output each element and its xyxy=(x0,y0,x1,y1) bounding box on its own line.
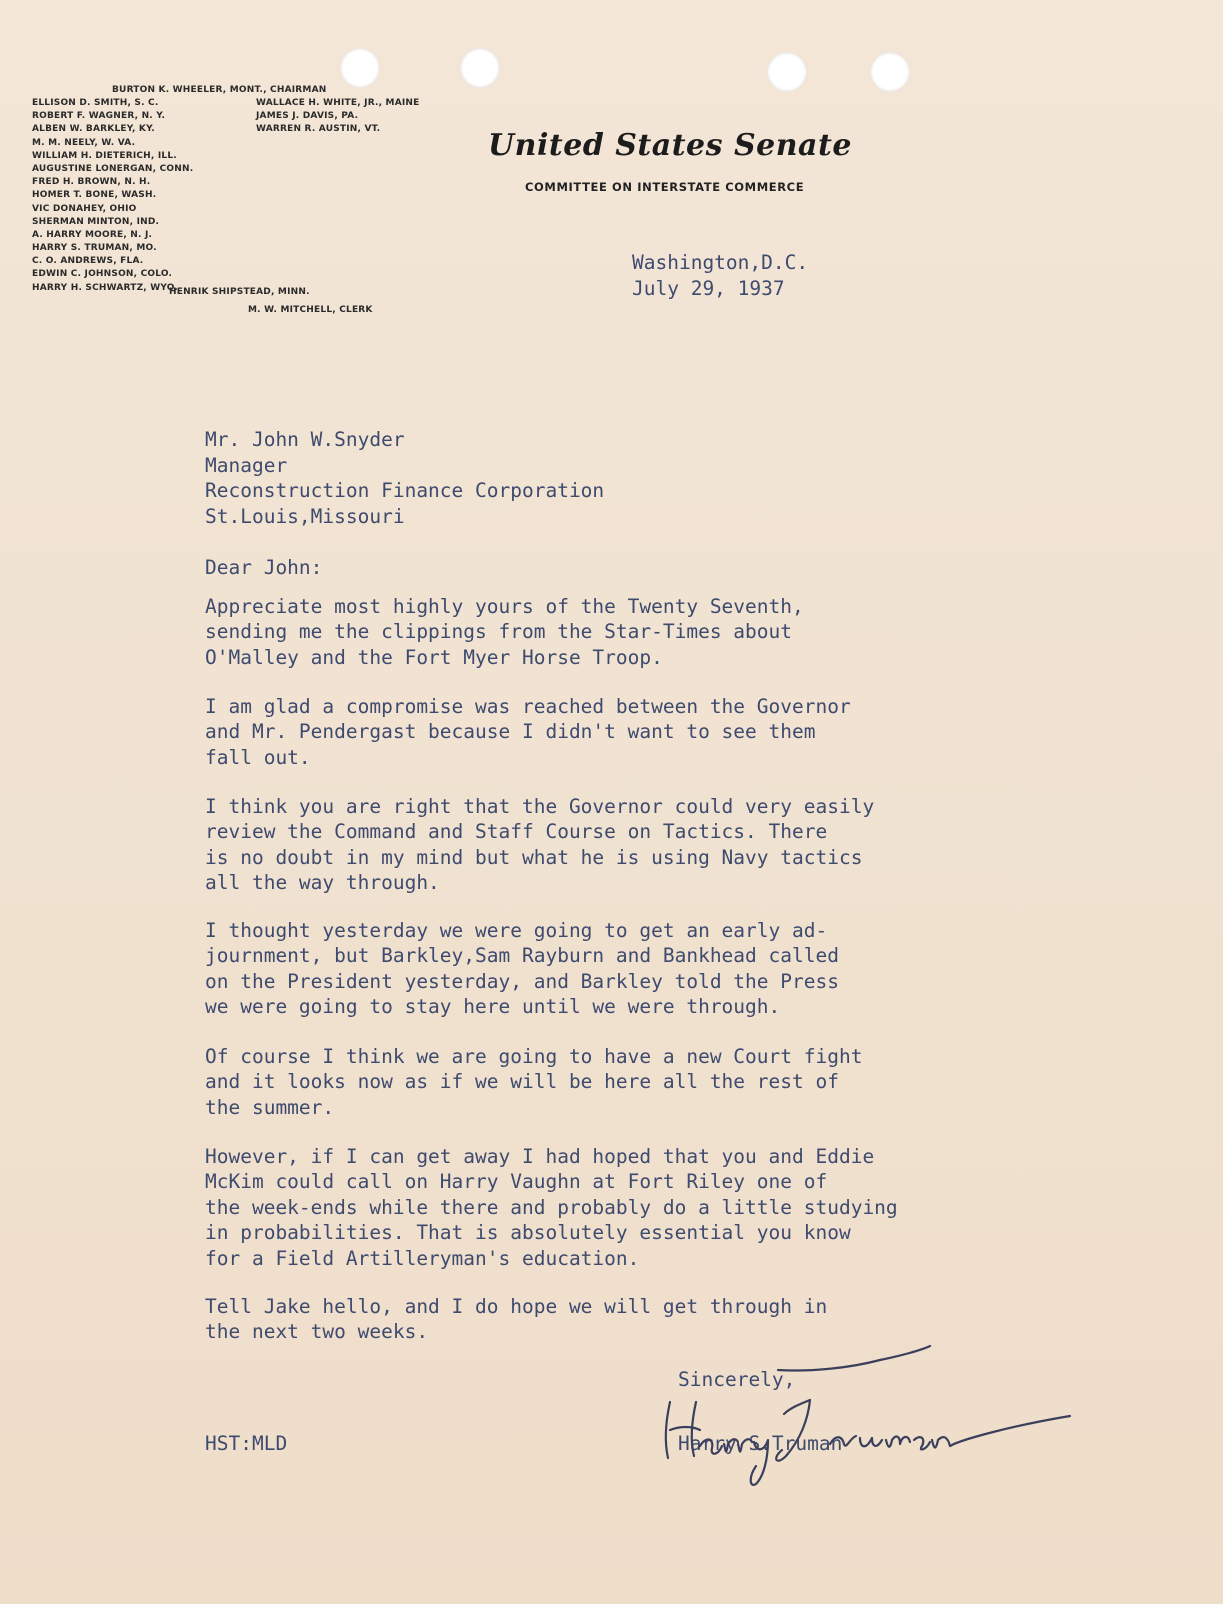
clerk-line: M. W. MITCHELL, CLERK xyxy=(248,305,373,315)
body-paragraph-2 xyxy=(205,694,851,770)
address-line: St.Louis,Missouri xyxy=(205,504,405,528)
paragraph-line: the week-ends while there and probably do a little studying xyxy=(205,1195,898,1219)
body-paragraph-1 xyxy=(205,594,804,670)
paragraph-line: the next two weeks. xyxy=(205,1320,429,1344)
paragraph-line: sending me the clippings from the Star-Times about xyxy=(205,620,792,644)
paragraph-line: all the way through. xyxy=(205,871,440,895)
member-name: JAMES J. DAVIS, PA. xyxy=(256,111,359,122)
address-line: Mr. John W.Snyder xyxy=(205,428,405,451)
member-name: M. M. NEELY, W. VA. xyxy=(32,137,136,148)
typist-initials: HST:MLD xyxy=(205,1432,288,1455)
closing: Sincerely, xyxy=(678,1368,796,1391)
member-name: ELLISON D. SMITH, S. C. xyxy=(32,98,159,108)
punch-hole-2 xyxy=(460,48,500,88)
place-line: Washington,D.C. xyxy=(632,251,809,274)
members-right-column xyxy=(256,97,420,137)
member-name: SHERMAN MINTON, IND. xyxy=(32,216,160,227)
member-name: HARRY S. TRUMAN, MO. xyxy=(32,243,157,254)
paragraph-line: review the Command and Staff Course on Tactics. There xyxy=(205,820,828,844)
paragraph-line: O'Malley and the Fort Myer Horse Troop. xyxy=(205,645,663,669)
paragraph-line: I thought yesterday we were going to get an early ad- xyxy=(205,919,828,942)
body-paragraph-4 xyxy=(205,918,839,1020)
body-paragraph-3 xyxy=(205,794,874,896)
paragraph-line: we were going to stay here until we were through. xyxy=(205,995,781,1019)
member-name: EDWIN C. JOHNSON, COLO. xyxy=(32,269,173,280)
member-name: WARREN R. AUSTIN, VT. xyxy=(256,124,381,135)
paragraph-line: and it looks now as if we will be here all the rest of xyxy=(205,1070,839,1094)
paragraph-line: I think you are right that the Governor could very easily xyxy=(205,795,875,818)
punch-hole-1 xyxy=(340,48,380,88)
member-name-extra: HENRIK SHIPSTEAD, MINN. xyxy=(169,287,310,297)
paragraph-line: the summer. xyxy=(205,1095,335,1119)
body-paragraph-7 xyxy=(205,1294,827,1345)
paragraph-line: in probabilities. That is absolutely essential you know xyxy=(205,1221,851,1245)
paragraph-line: I am glad a compromise was reached between the Governor xyxy=(205,695,851,718)
member-name: HARRY H. SCHWARTZ, WYO. xyxy=(32,282,179,293)
member-name: A. HARRY MOORE, N. J. xyxy=(32,229,153,240)
member-name: VIC DONAHEY, OHIO xyxy=(32,203,137,214)
member-name: WALLACE H. WHITE, JR., MAINE xyxy=(256,98,420,108)
paragraph-line: journment, but Barkley,Sam Rayburn and Bankhead called xyxy=(205,944,839,968)
handwritten-signature xyxy=(660,1340,1100,1490)
member-name: C. O. ANDREWS, FLA. xyxy=(32,256,144,267)
body-paragraph-5 xyxy=(205,1044,862,1120)
paragraph-line: Tell Jake hello, and I do hope we will get through in xyxy=(205,1295,828,1318)
member-name: ROBERT F. WAGNER, N. Y. xyxy=(32,111,166,122)
date-line: July 29, 1937 xyxy=(632,277,785,300)
member-name: FRED H. BROWN, N. H. xyxy=(32,177,151,188)
members-left-column xyxy=(32,97,193,295)
chairman-line: BURTON K. WHEELER, MONT., CHAIRMAN xyxy=(112,85,327,95)
paragraph-line: fall out. xyxy=(205,745,311,769)
paragraph-line: Appreciate most highly yours of the Twenty Seventh, xyxy=(205,595,804,618)
salutation: Dear John: xyxy=(205,556,323,579)
paragraph-line: However, if I can get away I had hoped that you and Eddie xyxy=(205,1145,875,1168)
paragraph-line: is no doubt in my mind but what he is using Navy tactics xyxy=(205,845,863,869)
signer-name: Harry S.Truman xyxy=(678,1432,843,1455)
member-name: WILLIAM H. DIETERICH, ILL. xyxy=(32,150,177,161)
paragraph-line: McKim could call on Harry Vaughn at Fort Riley one of xyxy=(205,1170,828,1194)
address-line: Reconstruction Finance Corporation xyxy=(205,479,605,502)
recipient-address xyxy=(205,427,604,529)
body-paragraph-6 xyxy=(205,1144,898,1271)
member-name: AUGUSTINE LONERGAN, CONN. xyxy=(32,163,194,174)
letterhead-committee: COMMITTEE ON INTERSTATE COMMERCE xyxy=(525,180,805,194)
punch-hole-3 xyxy=(767,52,807,92)
punch-hole-4 xyxy=(870,52,910,92)
member-name: ALBEN W. BARKLEY, KY. xyxy=(32,124,155,135)
paragraph-line: and Mr. Pendergast because I didn't want to see them xyxy=(205,720,816,744)
address-line: Manager xyxy=(205,453,288,477)
paragraph-line: for a Field Artilleryman's education. xyxy=(205,1246,640,1270)
dateline xyxy=(632,250,808,302)
member-name: HOMER T. BONE, WASH. xyxy=(32,190,157,201)
letterhead-title: United States Senate xyxy=(488,128,852,163)
paragraph-line: on the President yesterday, and Barkley told the Press xyxy=(205,969,839,993)
paragraph-line: Of course I think we are going to have a new Court fight xyxy=(205,1045,863,1068)
